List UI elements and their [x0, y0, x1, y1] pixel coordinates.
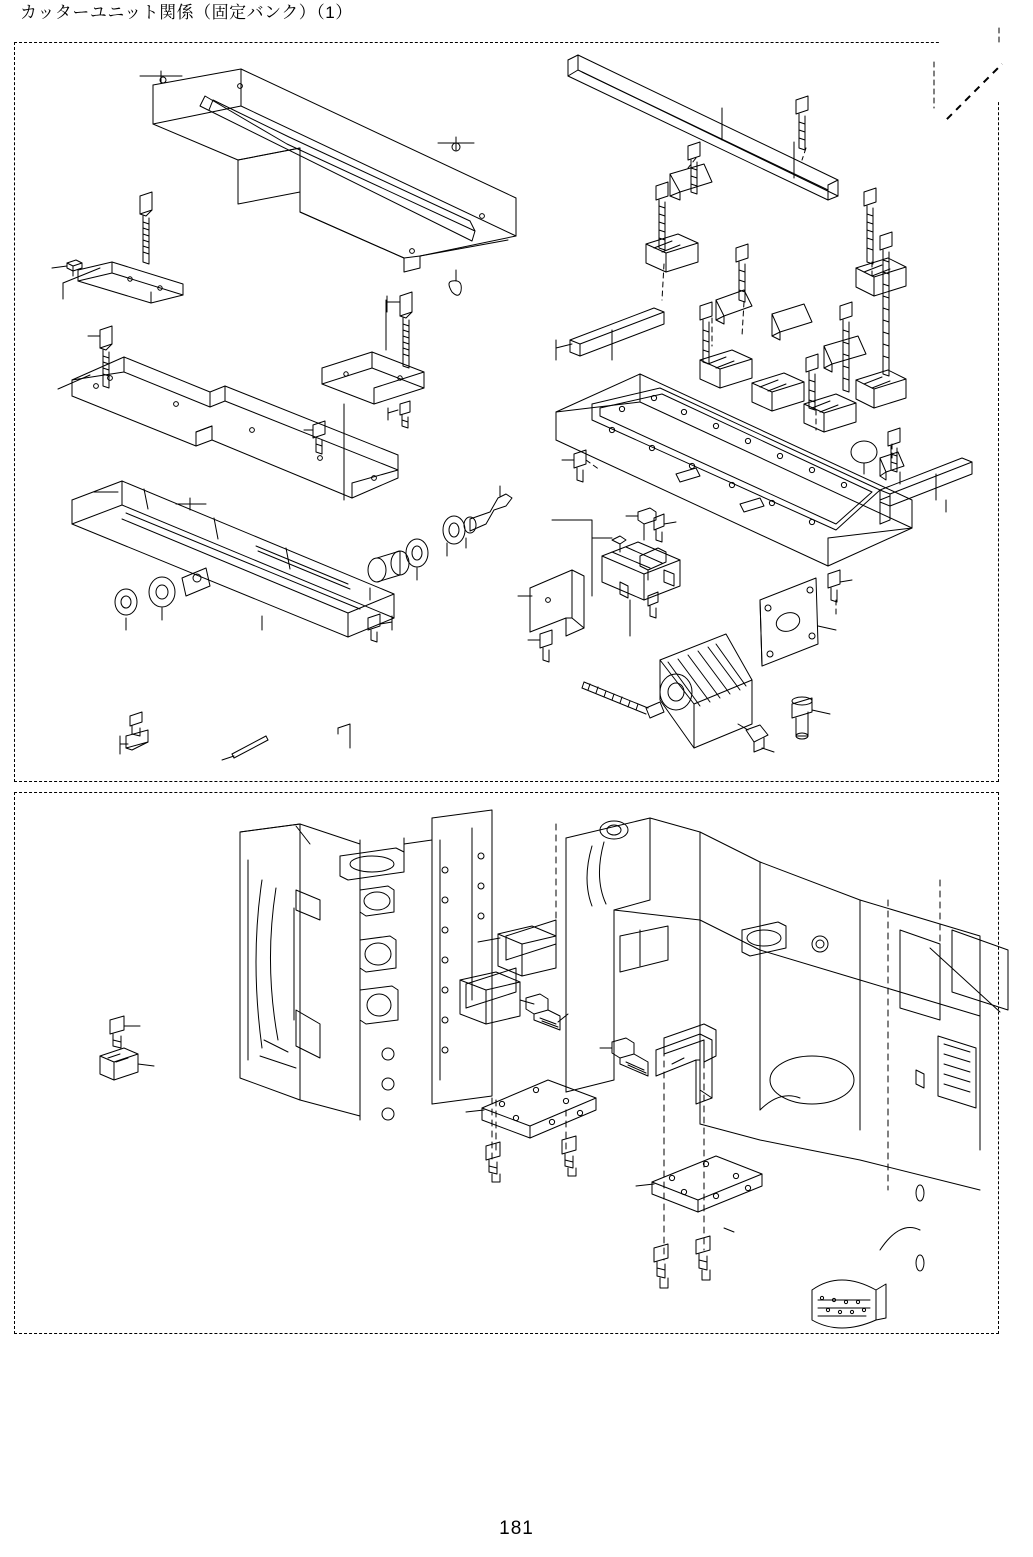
page-number: 181: [499, 1518, 534, 1539]
panel-corner-notch-mask: [940, 41, 1000, 101]
page-title: カッターユニット関係（固定バンク）（1）: [20, 3, 353, 22]
panel-upper-cutter-unit: [14, 42, 999, 782]
panel-lower-machine-frame: [14, 792, 999, 1334]
